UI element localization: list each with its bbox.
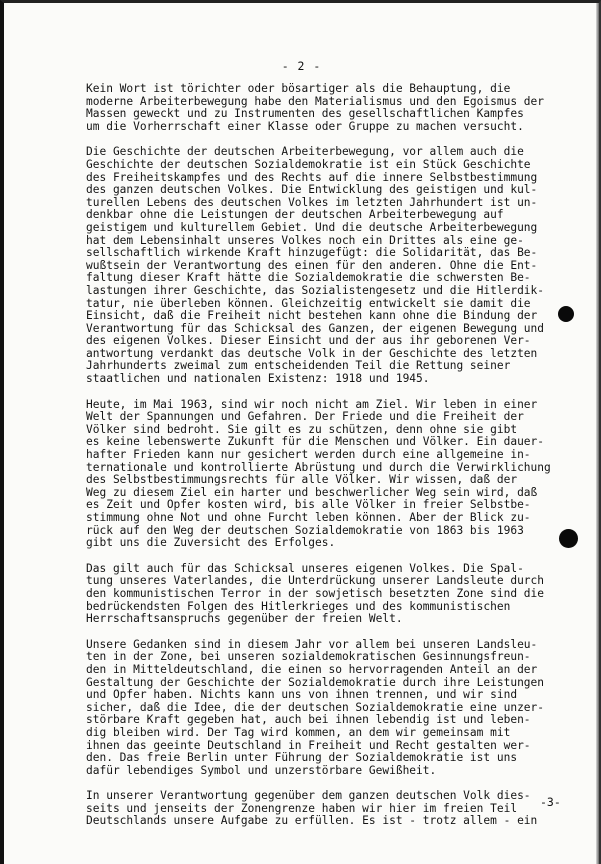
paragraph	[86, 563, 586, 626]
text-line: den in Mitteldeutschland, die einen so hervorragenden Anteil an der	[86, 662, 538, 676]
text-line: sicher, daß die Idee, die der deutschen Sozialdemokratie eine unzer-	[86, 700, 545, 714]
text-line: staatlichen und nationalen Existenz: 1918 und 1945.	[86, 372, 430, 386]
paragraph	[86, 83, 586, 133]
text-line: faltung dieser Kraft hätte die Sozialdemokratie die schwersten Be-	[86, 271, 531, 285]
text-line: hafter Frieden kann nur gesichert werden durch eine allgemeine in-	[86, 448, 531, 462]
text-line: rück auf den Weg der deutschen Sozialdemokratie von 1863 bis 1963	[86, 523, 524, 537]
paragraph	[86, 790, 586, 828]
text-line: ten in der Zone, bei unseren sozialdemokratischen Gesinnungsfreun-	[86, 650, 531, 664]
text-line: um die Vorherrschaft einer Klasse oder Gruppe zu machen versucht.	[86, 119, 524, 133]
text-line: Heute, im Mai 1963, sind wir noch nicht am Ziel. Wir leben in einer	[86, 397, 538, 411]
text-line: wußtsein der Verantwortung des einen für den anderen. Ohne die Ent-	[86, 258, 538, 272]
text-line: und Opfer haben. Nichts kann uns von ihnen trennen, und wir sind	[86, 688, 518, 702]
paragraph	[86, 399, 586, 550]
text-line: lastungen ihrer Geschichte, das Sozialistengesetz und die Hitlerdik-	[86, 283, 545, 297]
text-line: turellen Lebens des deutschen Volkes im letzten Jahrhundert ist un-	[86, 195, 538, 209]
punch-hole	[558, 306, 574, 322]
text-line: Einsicht, daß die Freiheit nicht bestehen kann ohne die Bindung der	[86, 309, 538, 323]
paragraph	[86, 639, 586, 778]
text-line: antwortung verdankt das deutsche Volk in der Geschichte des letzten	[86, 346, 538, 360]
text-line: es Zeit und Opfer kosten wird, bis alle Völker in freier Selbstbe-	[86, 498, 531, 512]
paragraph	[86, 146, 586, 385]
text-line: sellschaftlich wirkende Kraft hinzugefügt: die Solidarität, das Be-	[86, 246, 538, 260]
text-line: den kommunistischen Terror in der sowjetisch besetzten Zone sind die	[86, 586, 545, 600]
text-line: tatur, nie überleben können. Gleichzeitig entwickelt sie damit die	[86, 296, 531, 310]
body-text	[86, 83, 586, 841]
text-line: geistigem und kulturellem Gebiet. Und die deutsche Arbeiterbewegung	[86, 220, 538, 234]
text-line: Weg zu diesem Ziel ein harter und beschwerlicher Weg sein wird, daß	[86, 485, 538, 499]
text-line: Verantwortung für das Schicksal des Ganzen, der eigenen Bewegung und	[86, 321, 545, 335]
text-line: Unsere Gedanken sind in diesem Jahr vor allem bei unseren Landsleu-	[86, 637, 538, 651]
text-line: den. Das freie Berlin unter Führung der Sozialdemokratie ist uns	[86, 751, 518, 765]
text-line: Massen geweckt und zu Instrumenten des gesellschaftlichen Kampfes	[86, 107, 524, 121]
text-line: gibt uns die Zuversicht des Erfolges.	[86, 536, 336, 550]
text-line: Geschichte der deutschen Sozialdemokratie ist ein Stück Geschichte	[86, 157, 531, 171]
text-line: Herrschaftsanspruchs gegenüber der freien Welt.	[86, 612, 403, 626]
next-page-marker: -3-	[540, 795, 561, 809]
page-number: - 2 -	[281, 59, 322, 73]
text-line: Gestaltung der Geschichte der Sozialdemokratie durch ihre Leistungen	[86, 675, 545, 689]
text-line: denkbar ohne die Leistungen der deutschen Arbeiterbewegung auf	[86, 208, 504, 222]
text-line: des Selbstbestimmungsrechts für alle Völker. Wir wissen, daß der	[86, 473, 518, 487]
text-line: des Freiheitskampfes und des Rechts auf die innere Selbstbestimmung	[86, 170, 538, 184]
text-line: des eigenen Volkes. Dieser Einsicht und der aus ihr geborenen Ver-	[86, 334, 531, 348]
text-line: tung unseres Vaterlandes, die Unterdrückung unserer Landsleute durch	[86, 574, 545, 588]
text-line: moderne Arbeiterbewegung habe den Materialismus und den Egoismus der	[86, 94, 545, 108]
text-line: Jahrhunderts zweimal zum entscheidenden Teil die Rettung seiner	[86, 359, 511, 373]
text-line: ihnen das geeinte Deutschland in Freiheit und Recht gestalten wer-	[86, 738, 531, 752]
text-line: Welt der Spannungen und Gefahren. Der Friede und die Freiheit der	[86, 410, 524, 424]
text-line: Die Geschichte der deutschen Arbeiterbewegung, vor allem auch die	[86, 145, 524, 159]
text-line: es keine lebenswerte Zukunft für die Menschen und Völker. Ein dauer-	[86, 435, 545, 449]
punch-hole	[559, 529, 578, 548]
text-line: dig bleiben wird. Der Tag wird kommen, an dem wir gemeinsam mit	[86, 725, 511, 739]
text-line: Deutschlands unsere Aufgabe zu erfüllen. Es ist - trotz allem - ein	[86, 814, 538, 828]
text-line: seits und jenseits der Zonengrenze haben wir hier im freien Teil	[86, 801, 518, 815]
text-line: stimmung ohne Not und ohne Furcht leben können. Aber der Blick zu-	[86, 511, 531, 524]
text-line: dafür lebendiges Symbol und unzerstörbare Gewißheit.	[86, 763, 437, 777]
text-line: störbare Kraft gegeben hat, auch bei ihnen lebendig ist und leben-	[86, 713, 531, 727]
text-line: ternationale und kontrollierte Abrüstung und durch die Verwirklichung	[86, 460, 551, 474]
text-line: Völker sind bedroht. Sie gilt es zu schützen, denn ohne sie gibt	[86, 422, 518, 436]
page-edge	[596, 3, 599, 864]
text-line: In unserer Verantwortung gegenüber dem ganzen deutschen Volk dies-	[86, 789, 531, 803]
text-line: Kein Wort ist törichter oder bösartiger als die Behauptung, die	[86, 82, 511, 95]
text-line: Das gilt auch für das Schicksal unseres eigenen Volkes. Die Spal-	[86, 561, 524, 575]
text-line: hat dem Lebensinhalt unseres Volkes noch ein Drittes als eine ge-	[86, 233, 524, 247]
text-line: des ganzen deutschen Volkes. Die Entwicklung des geistigen und kul-	[86, 183, 538, 197]
text-line: bedrückendsten Folgen des Hitlerkrieges und des kommunistischen	[86, 599, 511, 613]
